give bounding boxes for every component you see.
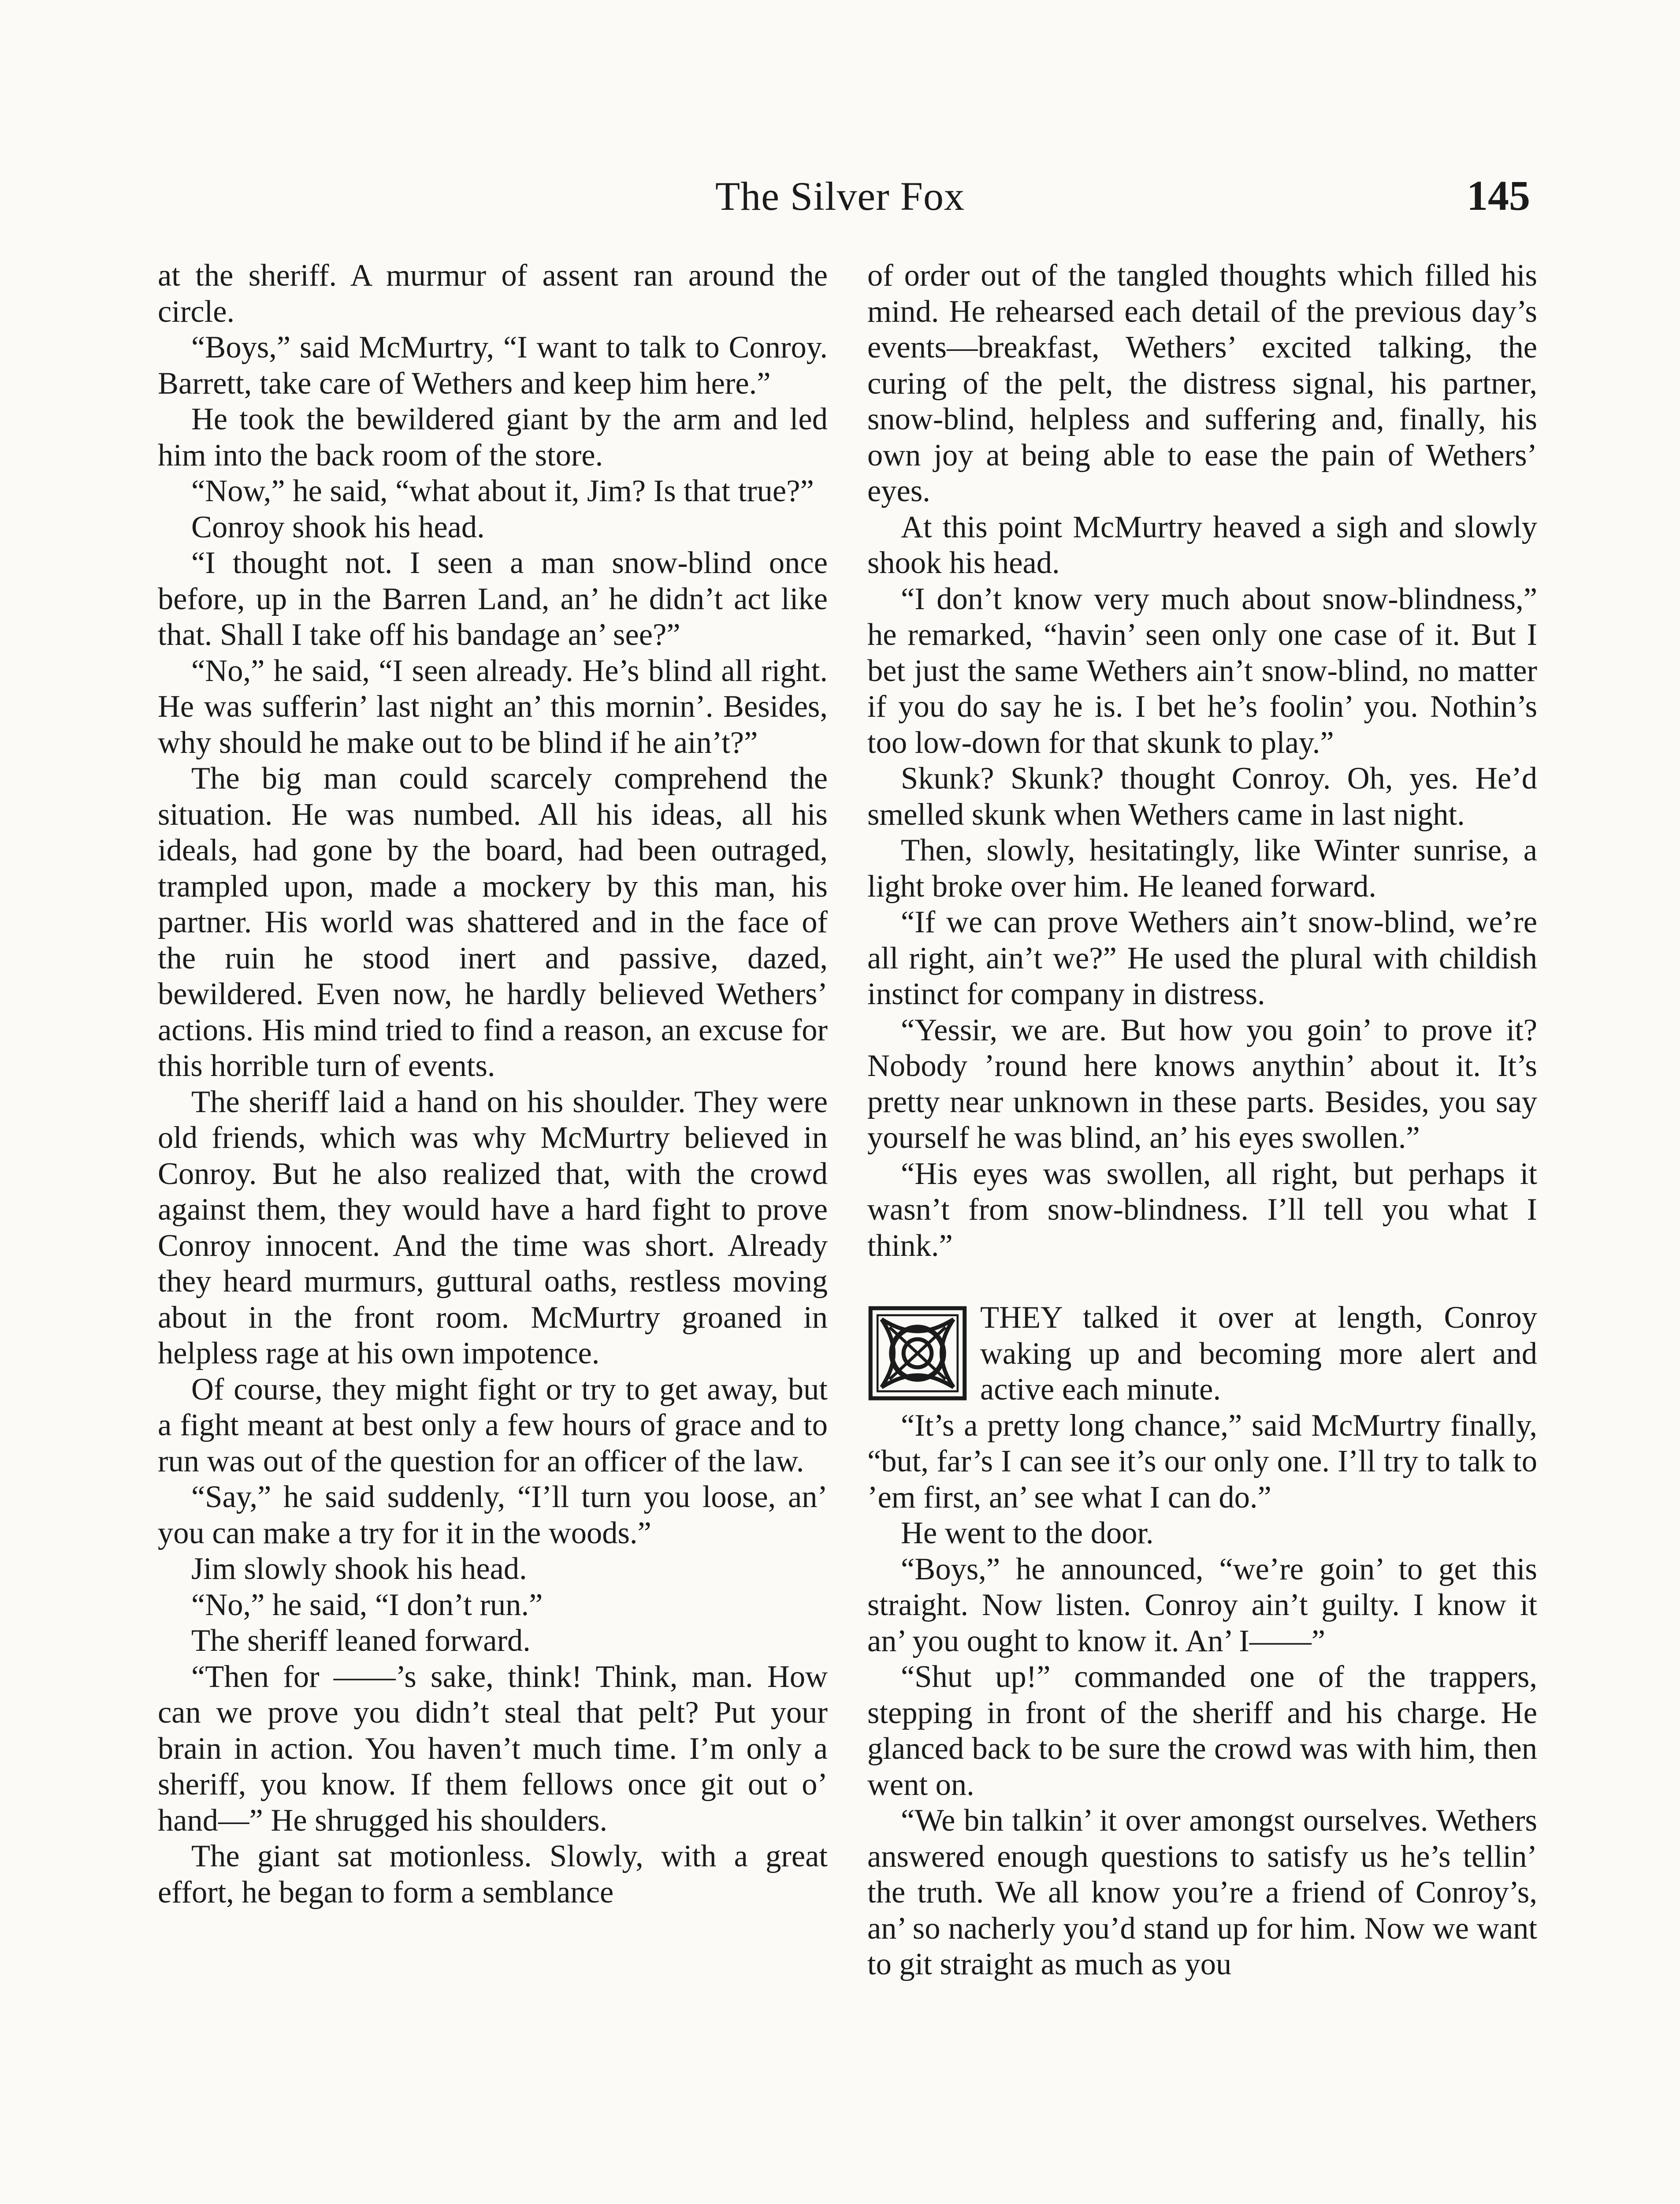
paragraph: “I thought not. I seen a man snow-blind once before, up in the Barren Land, an’ he didn’t act like that. Shall I take off his bandage an’ see?”: [158, 546, 828, 652]
paragraph: “Boys,” said McMurtry, “I want to talk to Conroy. Barrett, take care of Wethers and keep him here.”: [158, 330, 828, 401]
paragraph: “Say,” he said suddenly, “I’ll turn you loose, an’ you can make a try for it in the woods.”: [158, 1480, 828, 1550]
paragraph: “No,” he said, “I don’t run.”: [191, 1587, 543, 1622]
paragraph: The big man could scarcely comprehend the situation. He was numbed. All his ideas, all his ideals, had gone by the board, had been outraged, trampled upon, made a mockery by this man, his partner. His world was shattered and in the face of the ruin he stood inert and passive, dazed, bewildered. Even now, he hardly believed Wethers’ actions. His mind tried to find a reason, an excuse for this horrible turn of events.: [158, 761, 828, 1083]
paragraph: “Then for ——’s sake, think! Think, man. How can we prove you didn’t steal that pelt? Put your brain in action. You haven’t much time. I’m only a sheriff, you know. If them fellows once git out o’ hand—” He shrugged his shoulders.: [158, 1659, 828, 1838]
section-break: [867, 1264, 1537, 1300]
section-opening-text: THEY talked it over at length, Conroy waking up and becoming more alert and active each minute.: [980, 1300, 1537, 1407]
paragraph: “His eyes was swollen, all right, but perhaps it wasn’t from snow-blindness. I’ll tell you what I think.”: [867, 1156, 1537, 1263]
paragraph: Then, slowly, hesitatingly, like Winter sunrise, a light broke over him. He leaned forward.: [867, 833, 1537, 904]
paragraph: of order out of the tangled thoughts which filled his mind. He rehearsed each detail of the previous day’s events—breakfast, Wethers’ excited talking, the curing of the pelt, the distress signal, his partner, snow-blind, helpless and suffering and, finally, his own joy at being able to ease the pain of Wethers’ eyes.: [867, 258, 1537, 508]
page-number: 145: [1467, 172, 1530, 219]
paragraph: The sheriff leaned forward.: [191, 1623, 531, 1658]
paragraph: Conroy shook his head.: [191, 510, 485, 544]
paragraph: “It’s a pretty long chance,” said McMurtry finally, “but, far’s I can see it’s our only one. I’ll try to talk to ’em first, an’ see what I can do.”: [867, 1408, 1537, 1515]
right-column: [867, 258, 1537, 1983]
paragraph: At this point McMurtry heaved a sigh and slowly shook his head.: [867, 510, 1537, 580]
paragraph: “Yessir, we are. But how you goin’ to prove it? Nobody ’round here knows anythin’ about it. It’s pretty near unknown in these parts. Besides, you say yourself he was blind, an’ his eyes swollen.”: [867, 1013, 1537, 1155]
page-title: The Silver Fox: [715, 174, 965, 219]
paragraph: The sheriff laid a hand on his shoulder. They were old friends, which was why McMurtry believed in Conroy. But he also realized that, with the crowd against them, they would have a hard fight to prove Conroy innocent. And the time was short. Already they heard murmurs, guttural oaths, restless moving about in the front room. McMurtry groaned in helpless rage at his own impotence.: [158, 1084, 828, 1370]
paragraph: “I don’t know very much about snow-blindness,” he remarked, “havin’ seen only one case of it. But I bet just the same Wethers ain’t snow-blind, no matter if you do say he is. I bet he’s foolin’ you. Nothin’s too low-down for that skunk to play.”: [867, 581, 1537, 760]
left-column: [158, 258, 828, 1910]
paragraph: He went to the door.: [901, 1516, 1154, 1550]
paragraph: “Boys,” he announced, “we’re goin’ to get this straight. Now listen. Conroy ain’t guilty. I know it an’ you ought to know it. An’ I——”: [867, 1552, 1537, 1658]
paragraph: “Now,” he said, “what about it, Jim? Is that true?”: [191, 474, 814, 508]
paragraph: Of course, they might fight or try to get away, but a fight meant at best only a few hours of grace and to run was out of the question for an officer of the law.: [158, 1372, 828, 1478]
paragraph: Jim slowly shook his head.: [191, 1552, 527, 1586]
paragraph: “Shut up!” commanded one of the trappers, stepping in front of the sheriff and his charge. He glanced back to be sure the crowd was with him, then went on.: [867, 1660, 1537, 1802]
paragraph: He took the bewildered giant by the arm and led him into the back room of the store.: [158, 402, 828, 473]
celtic-knot-ornament-icon: [867, 1305, 968, 1401]
section-opening-paragraph: [867, 1300, 1537, 1408]
paragraph: “No,” he said, “I seen already. He’s blind all right. He was sufferin’ last night an’ this mornin’. Besides, why should he make out to be blind if he ain’t?”: [158, 653, 828, 760]
paragraph: The giant sat motionless. Slowly, with a great effort, he began to form a semblance: [158, 1839, 828, 1910]
paragraph: at the sheriff. A murmur of assent ran around the circle.: [158, 258, 828, 329]
paragraph: “We bin talkin’ it over amongst ourselves. Wethers answered enough questions to satisfy us he’s tellin’ the truth. We all know you’re a friend of Conroy’s, an’ so nacherly you’d stand up for him. Now we want to git straight as much as you: [867, 1803, 1537, 1981]
paragraph: “If we can prove Wethers ain’t snow-blind, we’re all right, ain’t we?” He used the plural with childish instinct for company in distress.: [867, 905, 1537, 1011]
paragraph: Skunk? Skunk? thought Conroy. Oh, yes. He’d smelled skunk when Wethers came in last night.: [867, 761, 1537, 832]
